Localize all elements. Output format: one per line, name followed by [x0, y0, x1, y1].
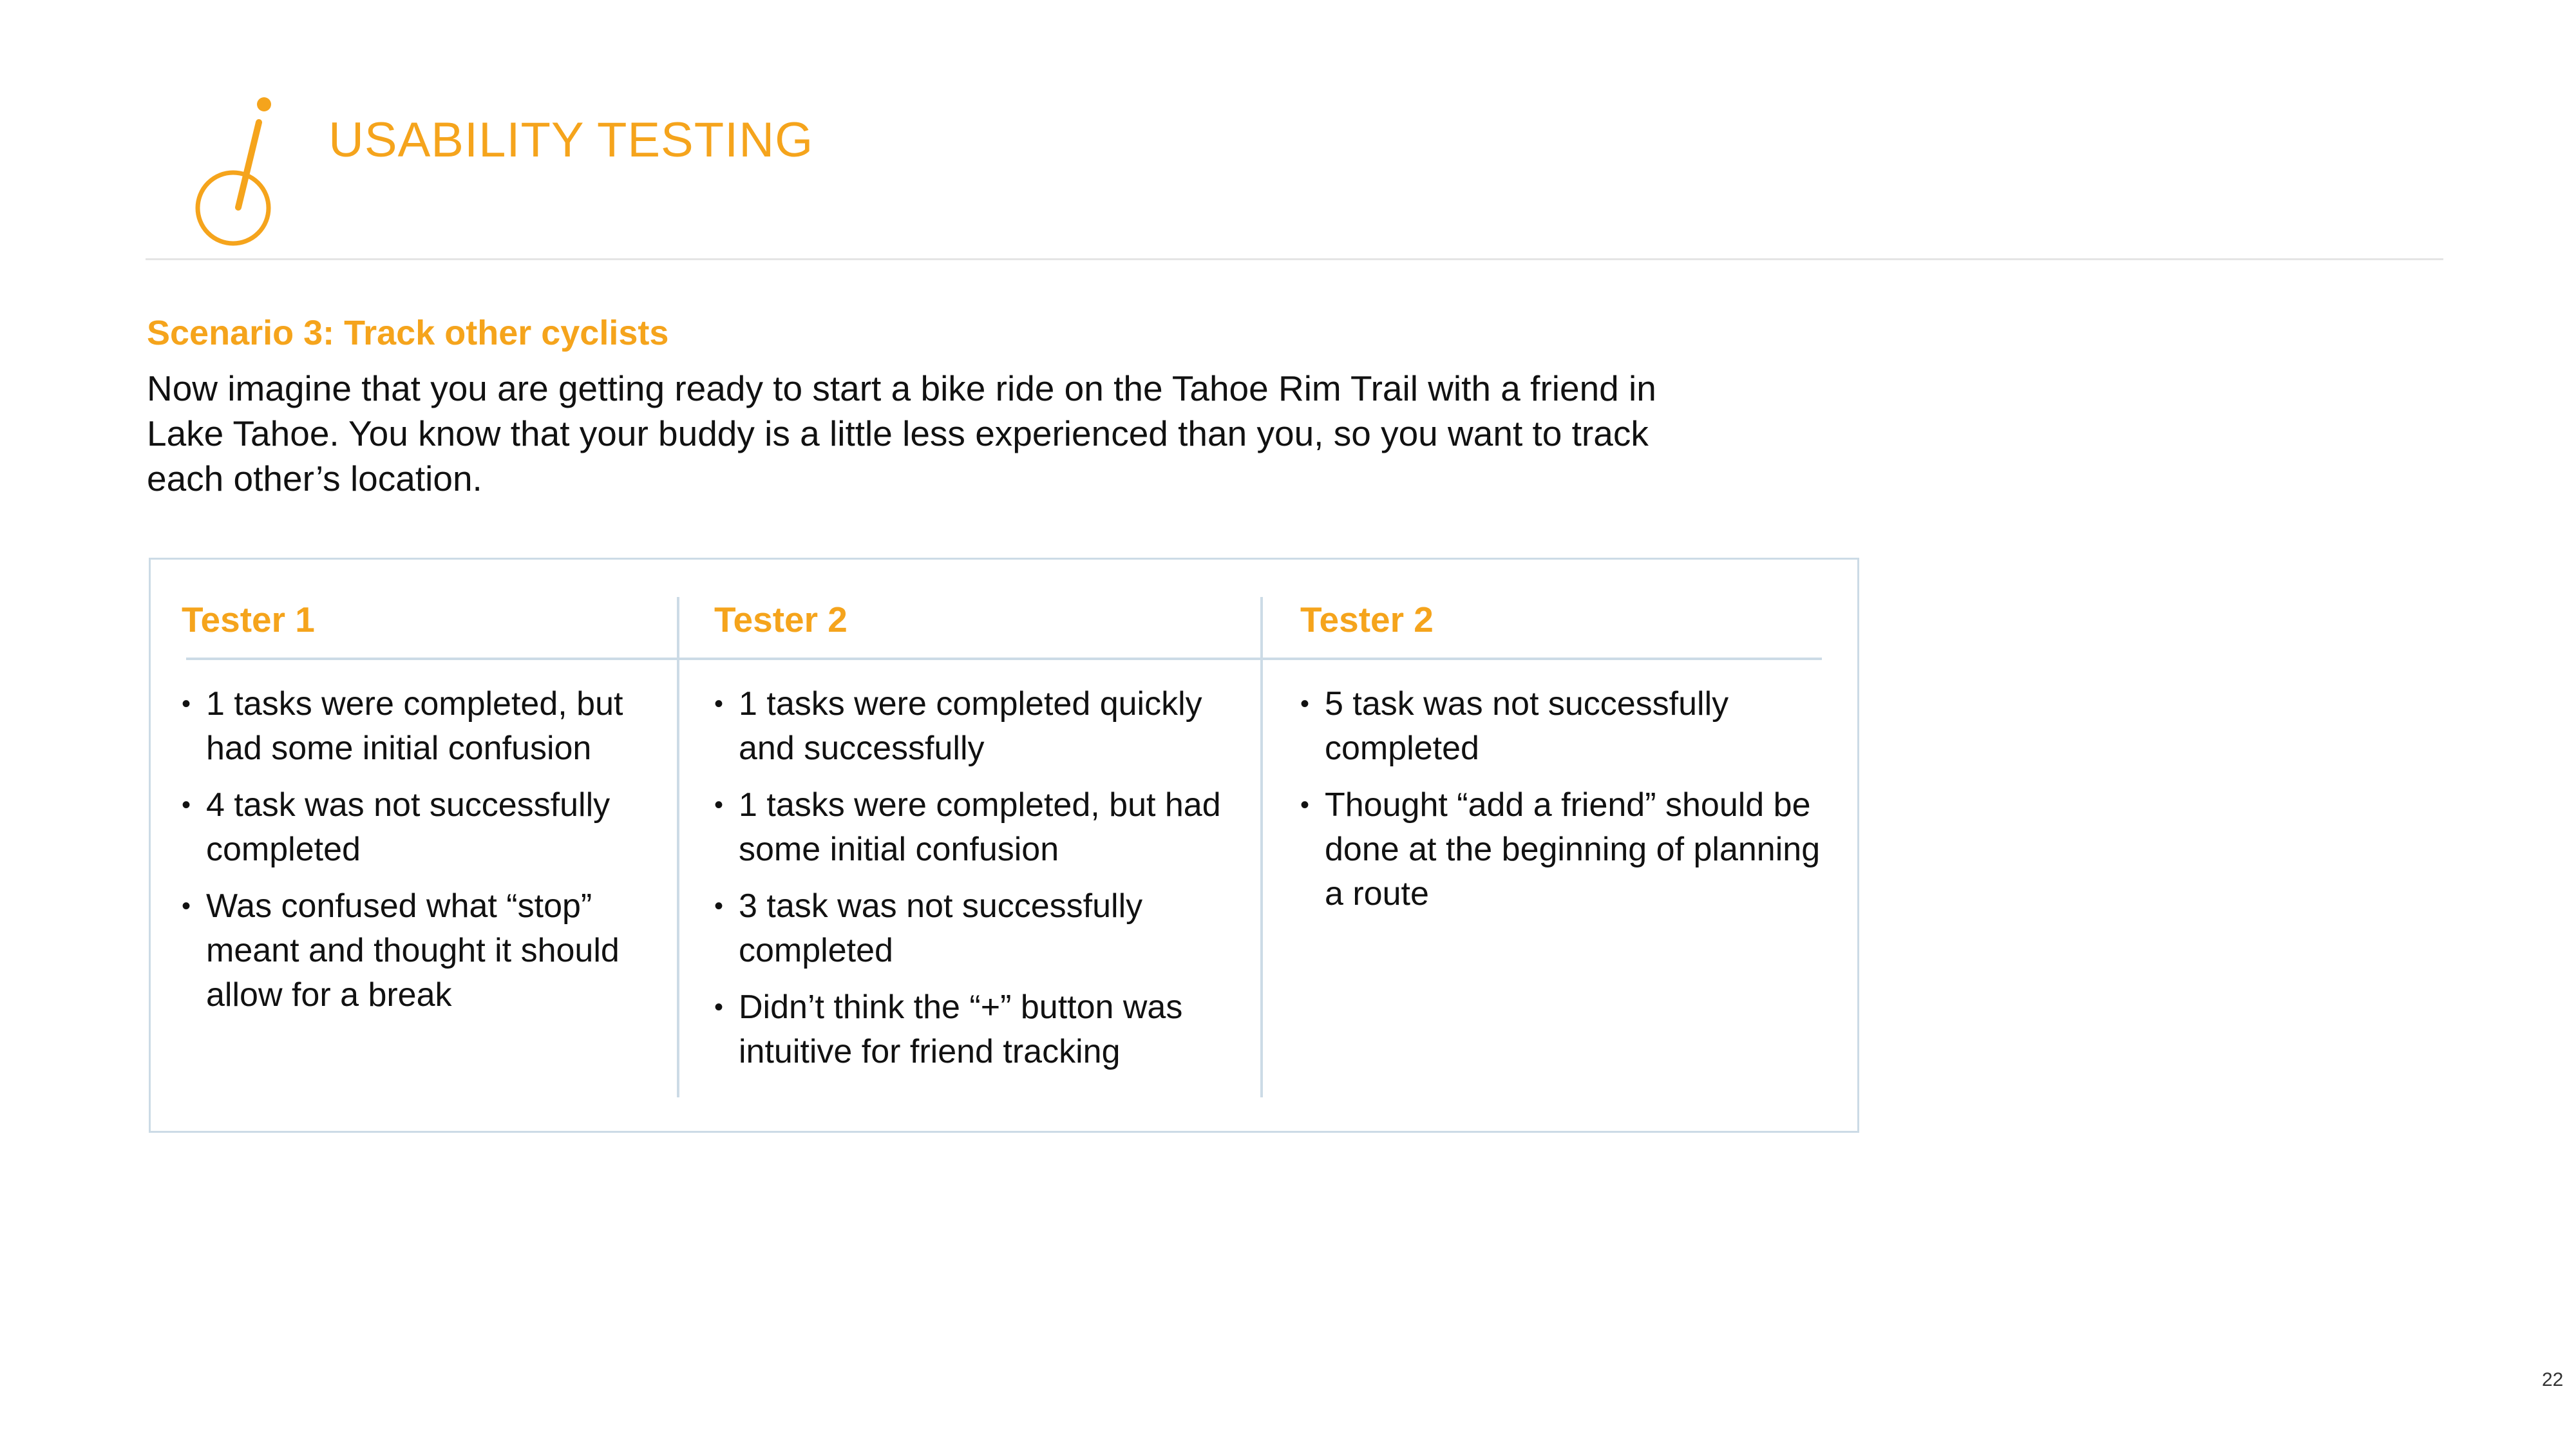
list-item: • 3 task was not successfully completed: [714, 887, 1143, 969]
scenario-description: Now imagine that you are getting ready to start a bike ride on the Tahoe Rim Trail with a friend in Lake Tahoe. You know that your buddy is a little less experienced than you, so you want to track each other’s location.: [147, 368, 1656, 498]
list-item: • Was confused what “stop” meant and thought it should allow for a break: [182, 887, 620, 1014]
list-item: • Thought “add a friend” should be done at the beginning of planning a route: [1300, 786, 1821, 913]
list-item: • 1 tasks were completed, but had some initial confusion: [714, 786, 1221, 868]
results-table: [149, 558, 1859, 1133]
list-item: • 4 task was not successfully completed: [182, 786, 611, 868]
scenario-heading: Scenario 3: Track other cyclists: [147, 314, 669, 352]
table-header-rule: [186, 658, 1822, 660]
list-item: • 1 tasks were completed, but had some initial confusion: [182, 685, 623, 767]
list-item: • 1 tasks were completed quickly and successfully: [714, 685, 1202, 767]
tester-1-findings: [182, 682, 658, 1030]
page-title: USABILITY TESTING: [328, 113, 814, 167]
column-header-tester-3: Tester 2: [1300, 600, 1434, 639]
list-item: • 5 task was not successfully completed: [1300, 685, 1729, 767]
column-header-tester-2: Tester 2: [714, 600, 848, 639]
unicycle-icon: [187, 90, 283, 251]
tester-3-findings: [1300, 682, 1828, 929]
column-header-tester-1: Tester 1: [182, 600, 315, 639]
list-item: • Didn’t think the “+” button was intuitive for friend tracking: [714, 989, 1183, 1070]
column-separator: [677, 597, 679, 1097]
header-divider: [146, 258, 2443, 260]
tester-2-findings: [714, 682, 1242, 1086]
column-separator: [1260, 597, 1263, 1097]
page-number: 22: [2542, 1369, 2564, 1390]
